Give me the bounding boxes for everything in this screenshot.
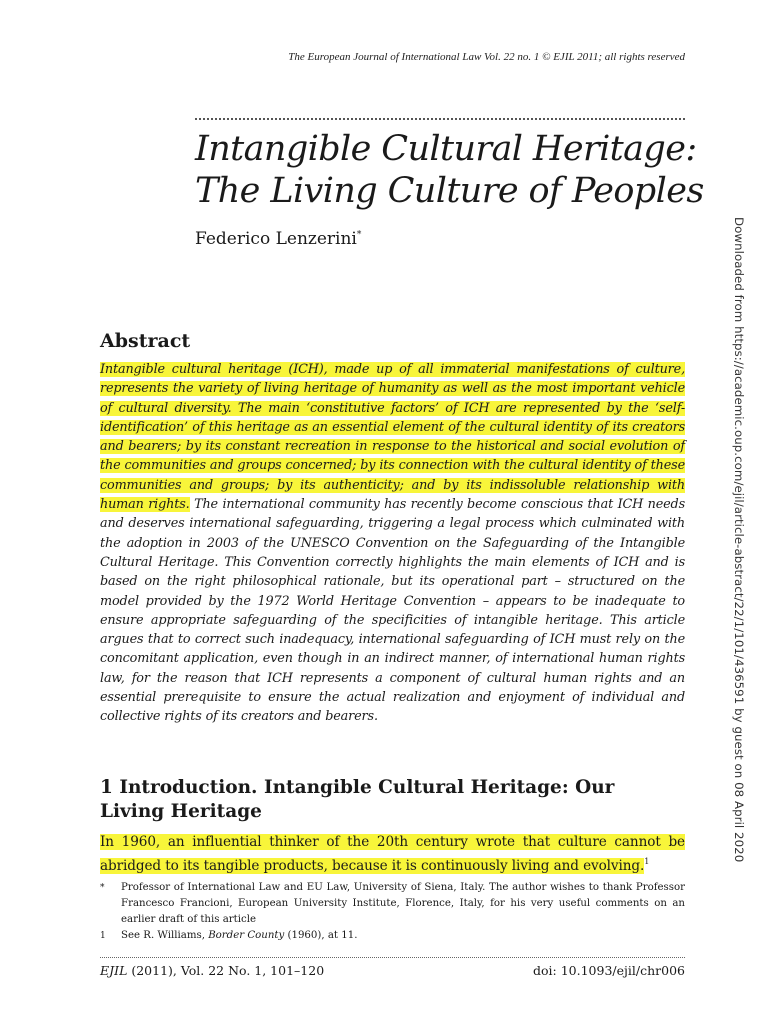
abstract-rest: The international community has recently become conscious that ICH needs and deserves international safeguarding, triggering a legal process which culminated with the adoption in 2003 of the UNESCO Convention on the Safeguarding of the Intangible Cultural Heritage. This Convention correctly highlights the main elements of ICH and is based on the right philosophical rationale, but its operational part – structured on the model provided by the 1972 World Heritage Convention – appears to be inadequate to ensure appropriate safeguarding of the specificities of intangible heritage. This article argues that to correct such inadequacy, international safeguarding of ICH must rely on the concomitant application, even though in an indirect manner, of international human rights law, for the reason that ICH represents a component of cultural human rights and an essential prerequisite to ensure the actual realization and enjoyment of individual and collective rights of its creators and bearers. [100, 497, 685, 725]
author-name [195, 229, 361, 249]
footnote-author-mark: * [100, 883, 105, 893]
intro-footnote-mark[interactable]: 1 [644, 857, 650, 866]
footnote-1-mark: 1 [100, 931, 106, 941]
author-text: Federico Lenzerini [195, 229, 357, 249]
intro-paragraph [100, 832, 685, 876]
footnote-1 [100, 928, 685, 944]
footnote-1-suffix: (1960), at 11. [284, 930, 358, 941]
footer-citation [100, 963, 324, 978]
section-heading-introduction: 1 Introduction. Intangible Cultural Heritage: Our Living Heritage [100, 777, 615, 822]
abstract-body [100, 360, 685, 727]
title-line-1: Intangible Cultural Heritage: [195, 129, 697, 169]
footnote-author [100, 880, 685, 928]
footer-citation-text: (2011), Vol. 22 No. 1, 101–120 [127, 963, 325, 978]
journal-header: The European Journal of International Law Vol. 22 no. 1 © EJIL 2011; all rights reserved [288, 51, 685, 63]
download-watermark: Downloaded from https://academic.oup.com/ejil/article-abstract/22/1/101/436591 by guest on 08 April 2020 [732, 217, 746, 863]
intro-highlight: In 1960, an influential thinker of the 20th century wrote that culture cannot be abridged to its tangible products, because it is continuously living and evolving. [100, 834, 685, 874]
abstract-highlight: Intangible cultural heritage (ICH), made up of all immaterial manifestations of culture, represents the variety of living heritage of humanity as well as the most important vehicle of cultural diversity. The main ‘constitutive factors’ of ICH are represented by the ‘self-identification’ of this heritage as an essential element of the cultural identity of its creators and bearers; by its constant recreation in response to the historical and social evolution of the communities and groups concerned; by its connection with the cultural identity of these communities and groups; by its authenticity; and by its indissoluble relationship with human rights. [100, 362, 685, 513]
footnote-author-text: Professor of International Law and EU Law, University of Siena, Italy. The author wishes to thank Professor Francesco Francioni, European University Institute, Florence, Italy, for his very useful comments on an earlier draft of this article [121, 882, 685, 925]
dotted-rule-top [195, 118, 685, 120]
footer-doi[interactable]: doi: 10.1093/ejil/chr006 [533, 963, 685, 978]
dotted-rule-bottom [100, 957, 685, 958]
title-line-2: The Living Culture of Peoples [195, 171, 704, 211]
footnote-1-book-title: Border County [208, 930, 285, 941]
footnote-1-text [121, 928, 685, 944]
abstract-heading: Abstract [100, 330, 191, 352]
article-title [195, 128, 715, 212]
footnote-1-prefix: See R. Williams, [121, 930, 209, 941]
author-footnote-mark[interactable]: * [356, 230, 362, 240]
footer-journal-abbrev: EJIL [100, 963, 128, 978]
